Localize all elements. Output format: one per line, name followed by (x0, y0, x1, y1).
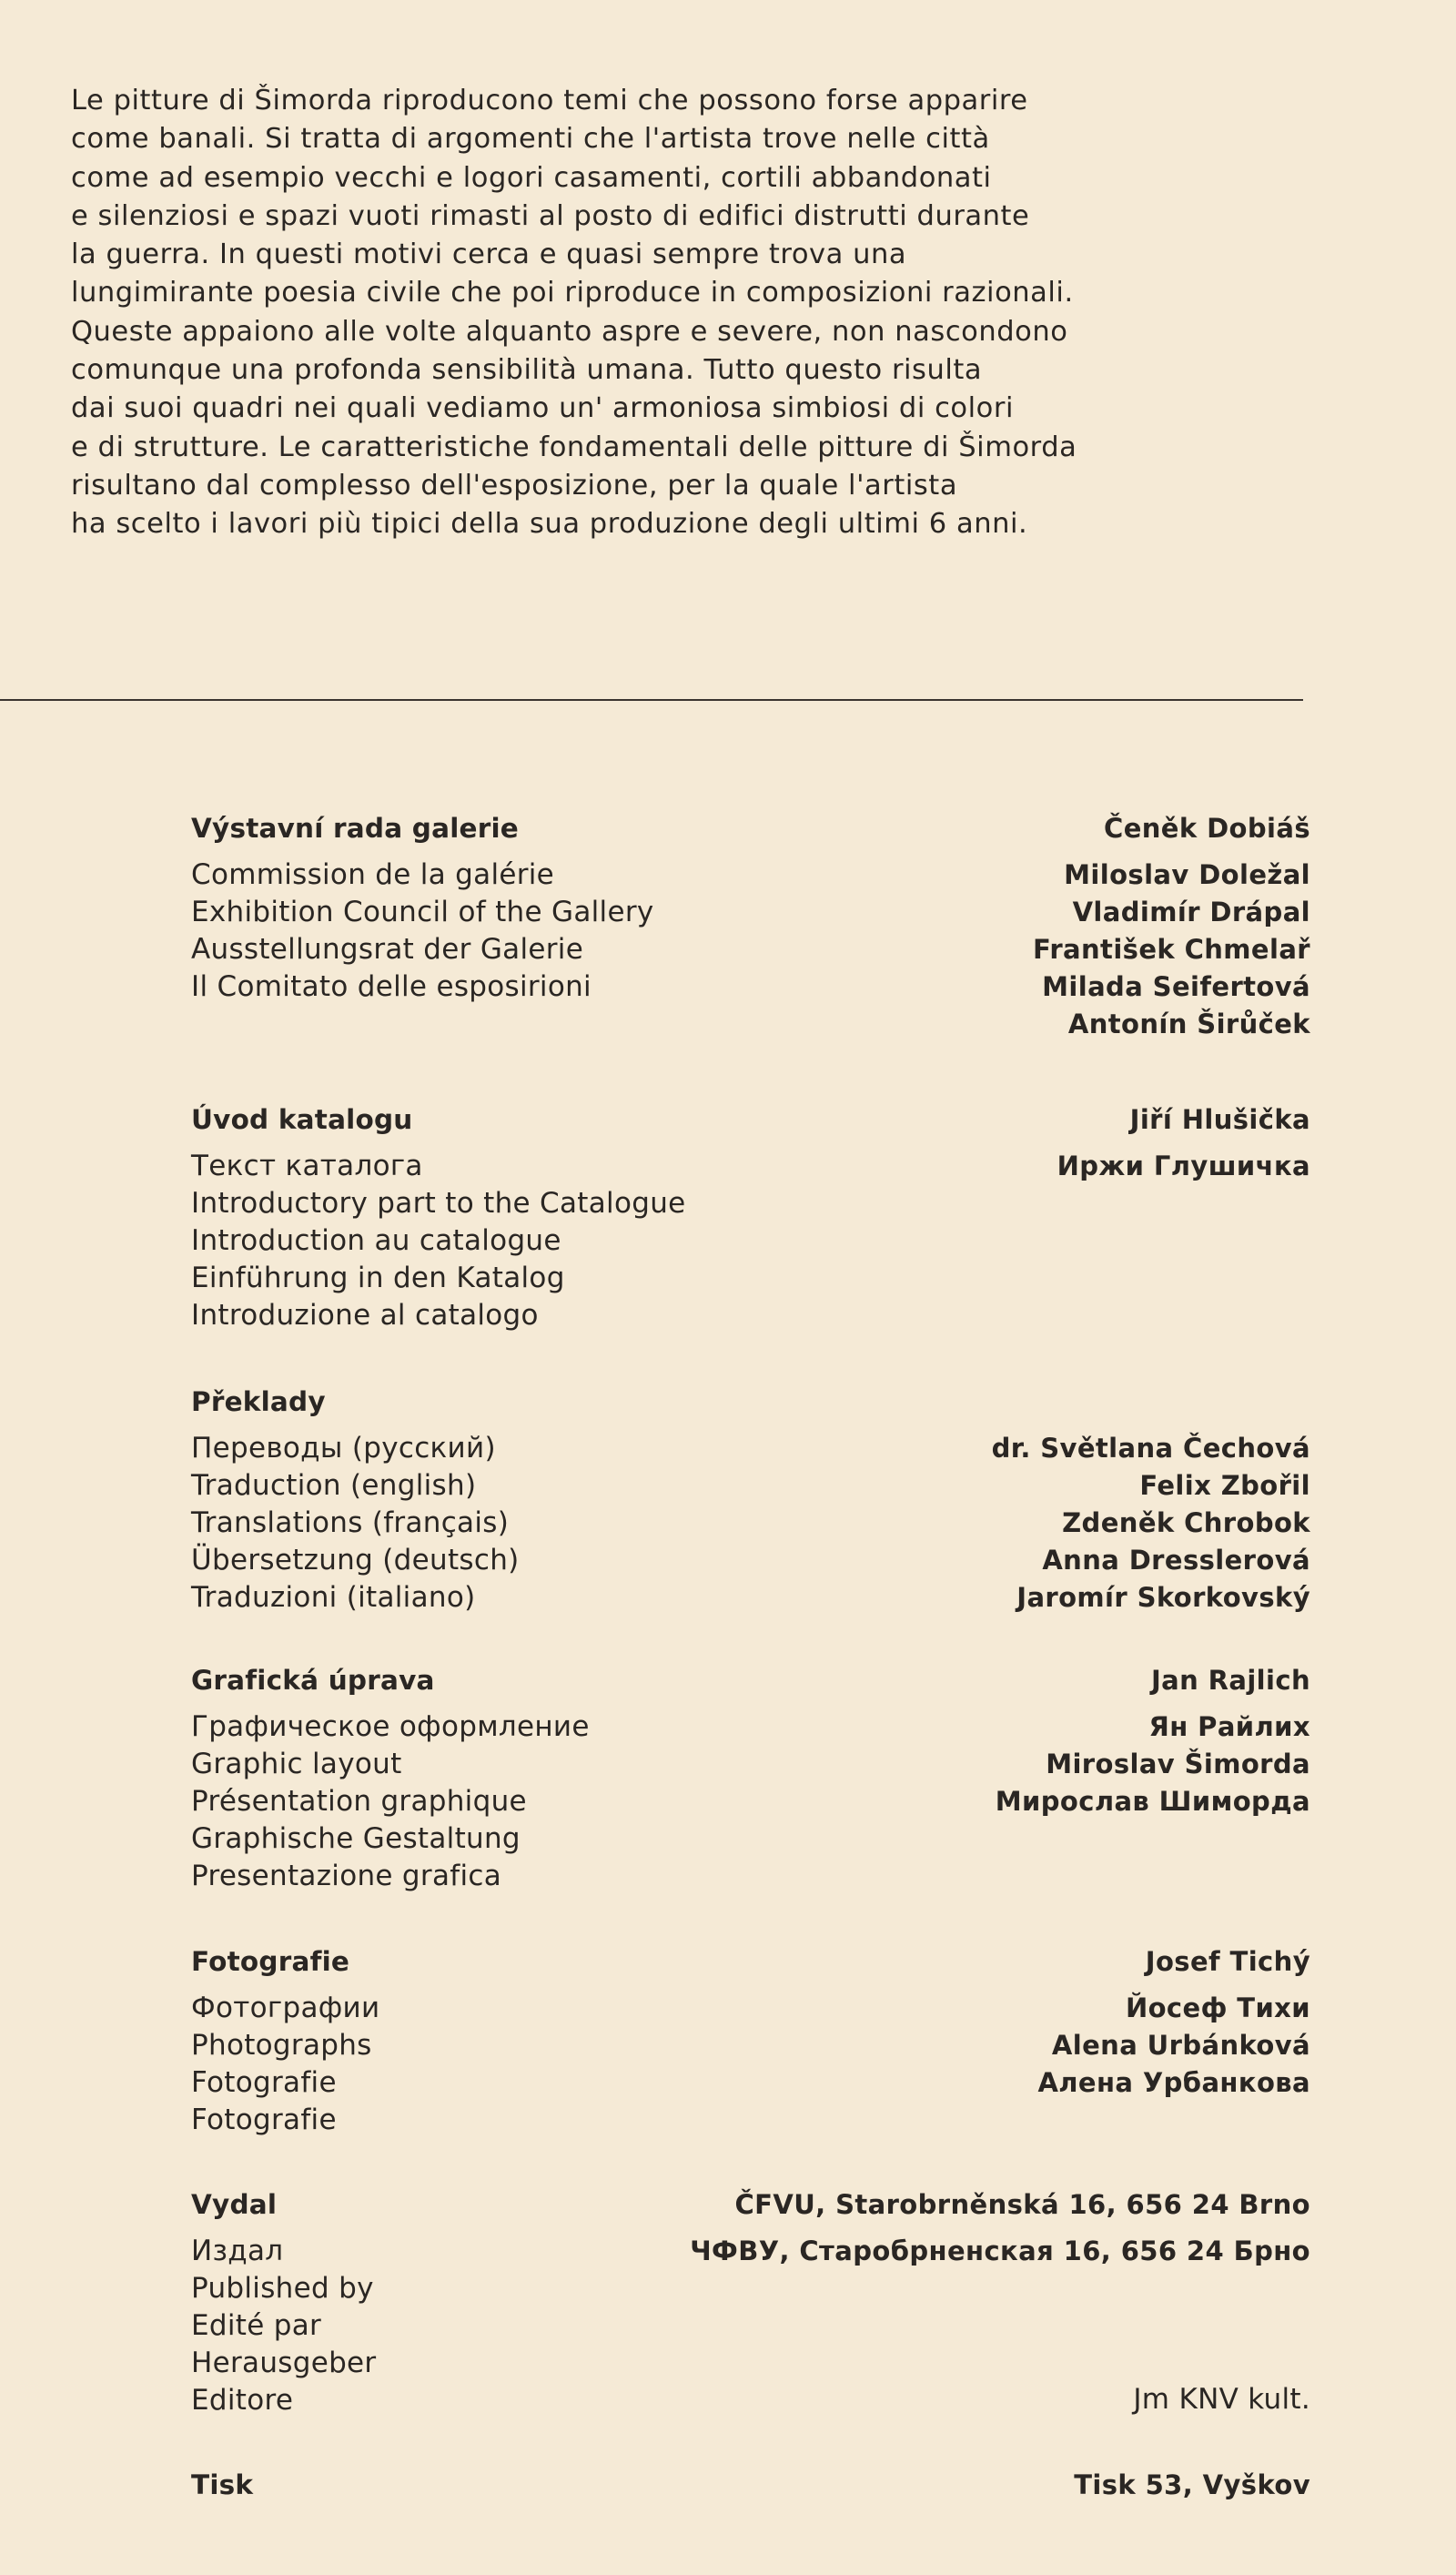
photos-label: Fotografie (191, 2104, 337, 2136)
council-label: Ausstellungsrat der Galerie (191, 933, 584, 966)
publisher-label: Herausgeber (191, 2347, 377, 2379)
graphics-names (619, 1662, 1310, 1820)
photos-name: Йосеф Тихи (1125, 1992, 1310, 2023)
council-label: Commission de la galérie (191, 858, 555, 891)
publisher-names (619, 2186, 1310, 2270)
graphics-label: Présentation graphique (191, 1785, 527, 1818)
intro-text-label: Introductory part to the Catalogue (191, 1187, 686, 1220)
intro-text-heading: Úvod katalogu (191, 1104, 413, 1135)
photos-name: Alena Urbánková (1051, 2030, 1310, 2061)
intro-line: come banali. Si tratta di argomenti che l'artista trove nelle città (71, 123, 990, 156)
publisher-address: ČFVU, Starobrněnská 16, 656 24 Brno (734, 2189, 1310, 2220)
photos-name: Алена Урбанкова (1037, 2067, 1310, 2098)
intro-text-name: Jiří Hlušička (1129, 1104, 1310, 1135)
translations-label: Übersetzung (deutsch) (191, 1544, 520, 1576)
council-label: Exhibition Council of the Gallery (191, 896, 654, 928)
translator-name: dr. Světlana Čechová (991, 1433, 1310, 1464)
council-name: Milada Seifertová (1042, 971, 1310, 1002)
publisher-label: Edité par (191, 2309, 322, 2342)
translations-label: Traduction (english) (191, 1469, 477, 1502)
graphics-label: Графическое оформление (191, 1710, 590, 1743)
intro-text-name: Иржи Глушичка (1057, 1151, 1310, 1181)
intro-line: Queste appaiono alle volte alquanto aspre e severe, non nascondono (71, 315, 1068, 348)
photos-label: Фотографии (191, 1992, 380, 2024)
translations-label: Translations (français) (191, 1506, 510, 1539)
graphics-label: Graphische Gestaltung (191, 1822, 521, 1855)
graphics-name: Jan Rajlich (1150, 1665, 1310, 1696)
council-names (619, 810, 1310, 1043)
photos-names (619, 1943, 1310, 2102)
translator-name: Jaromír Skorkovský (1016, 1582, 1310, 1613)
intro-line: Le pitture di Šimorda riproducono temi che possono forse apparire (71, 85, 1028, 117)
intro-line: lungimirante poesia civile che poi riproduce in composizioni razionali. (71, 277, 1074, 309)
intro-text-label: Текст каталога (191, 1150, 423, 1182)
publisher-heading: Vydal (191, 2189, 278, 2220)
council-name: Antonín Širůček (1067, 1009, 1310, 1039)
publisher-label: Издал (191, 2235, 284, 2267)
section-divider (0, 699, 1303, 701)
graphics-name: Мирослав Шиморда (995, 1786, 1310, 1817)
intro-line: come ad esempio vecchi e logori casamenti, cortili abbandonati (71, 161, 992, 194)
intro-line: ha scelto i lavori più tipici della sua produzione degli ultimi 6 anni. (71, 508, 1028, 541)
publisher-note-wrap (619, 2381, 1310, 2418)
intro-line: dai suoi quadri nei quali vediamo un' armoniosa simbiosi di colori (71, 392, 1014, 425)
intro-line: risultano dal complesso dell'esposizione, per la quale l'artista (71, 469, 958, 502)
photos-heading: Fotografie (191, 1946, 350, 1977)
translator-name: Felix Zbořil (1139, 1470, 1310, 1501)
publisher-address: ЧФВУ, Старобрненская 16, 656 24 Брно (690, 2235, 1310, 2266)
council-name: Vladimír Drápal (1072, 897, 1310, 928)
printer-name: Tisk 53, Vyškov (1074, 2469, 1310, 2500)
council-heading: Výstavní rada galerie (191, 813, 520, 844)
print-name-wrap (619, 2467, 1310, 2504)
italian-intro-paragraph (71, 82, 1290, 544)
intro-text-label: Introduzione al catalogo (191, 1299, 539, 1332)
publisher-note: Jm KNV kult. (1133, 2383, 1310, 2416)
intro-line: e di strutture. Le caratteristiche fondamentali delle pitture di Šimorda (71, 431, 1077, 463)
intro-text-label: Introduction au catalogue (191, 1224, 561, 1257)
intro-text-names (619, 1101, 1310, 1185)
translations-label: Traduzioni (italiano) (191, 1581, 476, 1614)
graphics-label: Presentazione grafica (191, 1860, 502, 1892)
publisher-label: Editore (191, 2384, 294, 2417)
graphics-heading: Grafická úprava (191, 1665, 435, 1696)
translator-name: Anna Dresslerová (1042, 1545, 1310, 1576)
graphics-name: Miroslav Šimorda (1046, 1749, 1310, 1779)
intro-line: la guerra. In questi motivi cerca e quasi sempre trova una (71, 238, 907, 271)
council-name: František Chmelař (1032, 934, 1310, 965)
print-heading: Tisk (191, 2469, 254, 2500)
translator-name: Zdeněk Chrobok (1062, 1507, 1310, 1538)
intro-text-label: Einführung in den Katalog (191, 1262, 565, 1294)
publisher-label: Published by (191, 2272, 374, 2305)
intro-line: e silenziosi e spazi vuoti rimasti al posto di edifici distrutti durante (71, 199, 1030, 232)
intro-line: comunque una profonda sensibilità umana. Tutto questo risulta (71, 354, 983, 387)
photos-label: Fotografie (191, 2066, 337, 2099)
translations-label: Переводы (русский) (191, 1432, 496, 1465)
graphics-label: Graphic layout (191, 1748, 402, 1780)
council-label: Il Comitato delle esposirioni (191, 970, 592, 1003)
photos-label: Photographs (191, 2029, 372, 2062)
graphics-name: Ян Райлих (1148, 1711, 1310, 1742)
translations-heading: Překlady (191, 1386, 326, 1417)
council-name: Miloslav Doležal (1064, 859, 1310, 890)
photos-name: Josef Tichý (1145, 1946, 1310, 1977)
council-name: Čeněk Dobiáš (1104, 813, 1310, 844)
translations-names (619, 1430, 1310, 1617)
